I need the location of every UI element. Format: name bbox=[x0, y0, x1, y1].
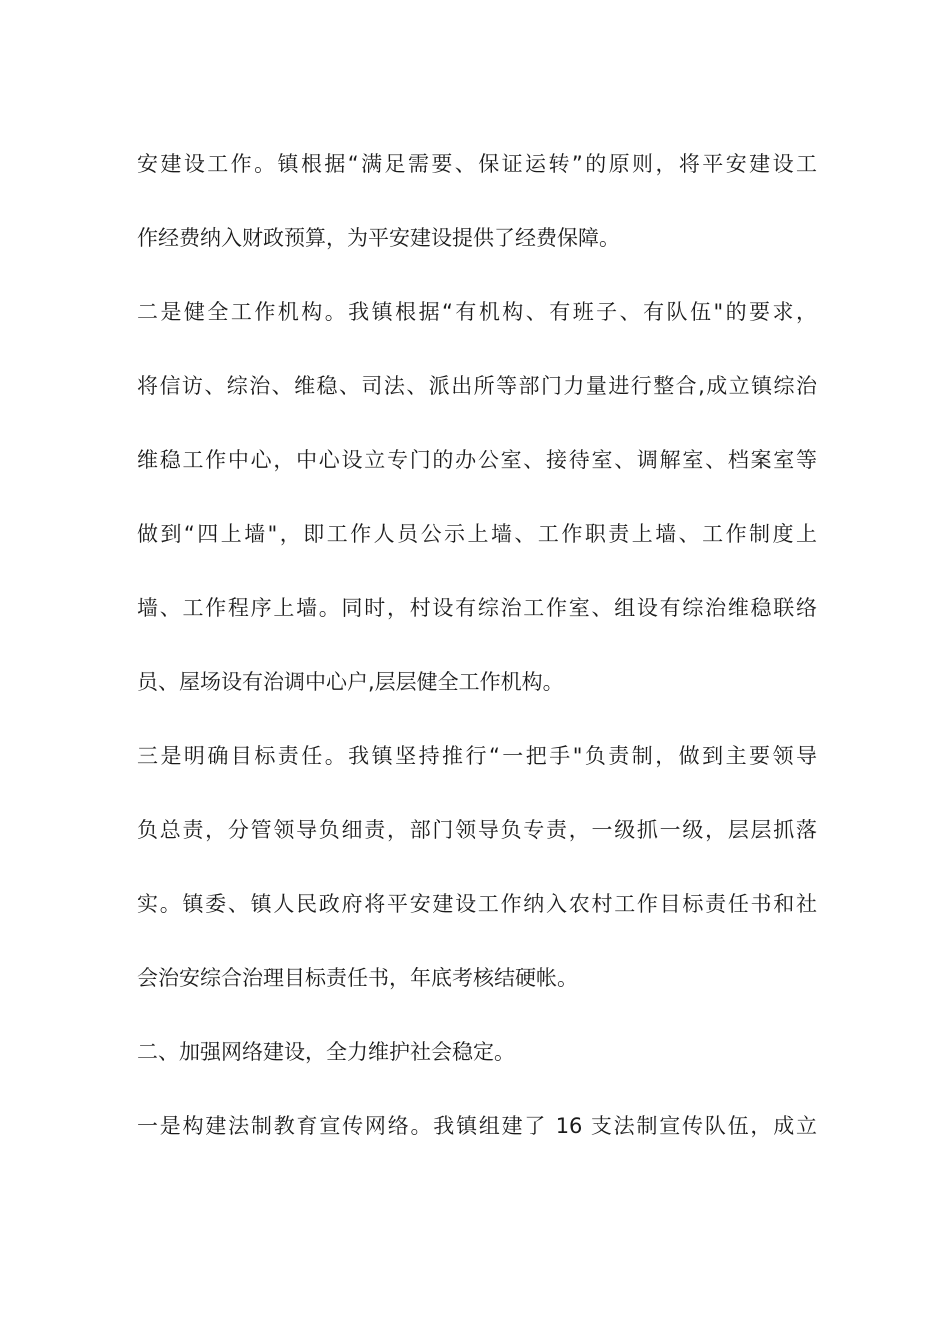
text-line-6: 做到“四上墙"，即工作人员公示上墙、工作职责上墙、工作制度上 bbox=[137, 522, 817, 546]
text-line-10: 负总责，分管领导负细责，部门领导负专责，一级抓一级，层层抓落 bbox=[137, 818, 817, 842]
section-heading: 二、加强网络建设，全力维护社会稳定。 bbox=[137, 1040, 515, 1064]
text-line-2: 作经费纳入财政预算，为平安建设提供了经费保障。 bbox=[137, 226, 620, 250]
text-line-1: 安建设工作。镇根据“满足需要、保证运转”的原则，将平安建设工 bbox=[137, 152, 817, 176]
text-line-9: 三是明确目标责任。我镇坚持推行“一把手"负责制，做到主要领导 bbox=[137, 744, 817, 768]
text-line-7: 墙、工作程序上墙。同时，村设有综治工作室、组设有综治维稳联络 bbox=[137, 596, 817, 620]
text-line-12: 会治安综合治理目标责任书，年底考核结硬帐。 bbox=[137, 966, 578, 990]
text-line-8: 员、屋场设有治调中心户,层层健全工作机构。 bbox=[137, 670, 564, 694]
text-line-5: 维稳工作中心，中心设立专门的办公室、接待室、调解室、档案室等 bbox=[137, 448, 817, 472]
text-line-3: 二是健全工作机构。我镇根据“有机构、有班子、有队伍"的要求， bbox=[137, 300, 817, 324]
text-line-14: 一是构建法制教育宣传网络。我镇组建了 16 支法制宣传队伍，成立 bbox=[137, 1114, 817, 1138]
text-line-4: 将信访、综治、维稳、司法、派出所等部门力量进行整合,成立镇综治 bbox=[137, 374, 817, 398]
text-line-11: 实。镇委、镇人民政府将平安建设工作纳入农村工作目标责任书和社 bbox=[137, 892, 817, 916]
